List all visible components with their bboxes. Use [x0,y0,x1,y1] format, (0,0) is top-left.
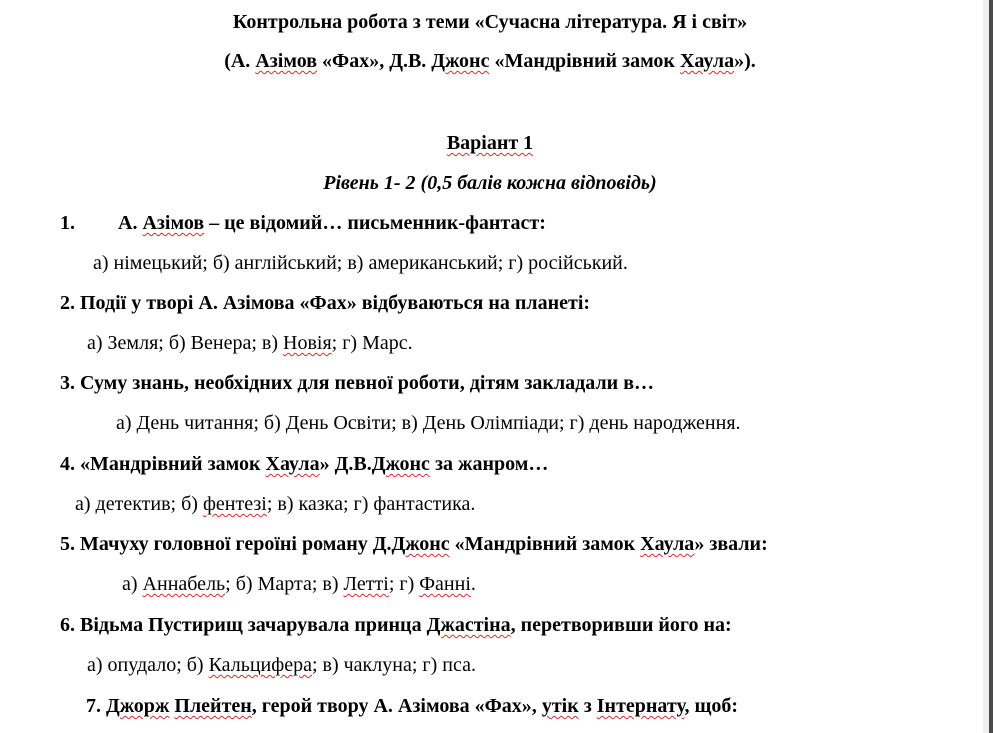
document-title-line-1 [0,10,980,34]
variant-label: Варіант 1 [446,132,534,154]
question-4 [60,452,548,476]
spellcheck-word: Фанні [419,573,471,595]
question-1-options [93,251,628,275]
question-number: 5. [60,533,75,555]
question-text: з [578,695,597,717]
question-6-options [87,653,476,677]
question-number: 7. [86,695,101,717]
question-text: » звали: [694,533,768,555]
question-text: – це відомий… письменник-фантаст: [204,212,546,234]
answer-options: а) [122,573,143,595]
spellcheck-word: Джонс [431,50,490,72]
spellcheck-word: фентезі [202,493,267,515]
answer-options: ; г) Марс. [331,332,413,354]
question-text: , герой твору А. Азімова «Фах», [251,695,542,717]
question-text: «Мандрівний замок [75,453,266,475]
spellcheck-word: Летті [343,573,389,595]
window-edge [989,0,993,733]
question-text: Суму знань, необхідних для певної роботи, дітям закладали в… [75,372,655,394]
title-text-part: «Фах», Д.В. [317,50,432,72]
title-text-part: «Мандрівний замок [489,50,680,72]
spellcheck-word: Новія [283,332,332,354]
question-number: 4. [60,453,75,475]
spellcheck-word: Хаула [640,533,695,555]
answer-options: . [470,573,476,595]
spellcheck-word: Джонс [371,453,430,475]
spellcheck-word: Азімов [142,212,205,234]
question-text: , щоб: [684,695,739,717]
answer-options: ; в) казка; г) фантастика. [266,493,476,515]
question-text: А. [118,212,143,234]
title-text-part: Контрольна робота з теми «Сучасна література [232,11,663,33]
variant-heading [0,131,980,155]
answer-options: а) німецький; б) англійський; в) американський; г) російський. [93,252,628,274]
question-2 [60,291,590,315]
answer-options: а) День читання; б) День Освіти; в) День Олімпіади; г) день народження. [116,412,741,434]
question-text: , перетворивши його на: [510,614,732,636]
document-title-line-2 [0,49,980,73]
question-number: 1. [60,212,75,234]
spellcheck-word: утік [541,695,579,717]
answer-options: а) Земля; б) Венера; в) [87,332,283,354]
spellcheck-word: Хаула [265,453,320,475]
spellcheck-word: Джорж [106,695,170,717]
level-heading [0,171,980,195]
answer-options: а) опудало; б) [87,654,209,676]
question-1 [60,211,546,235]
question-text: Мачуху головної героїні роману Д. [75,533,392,555]
spellcheck-word: Інтернату [596,695,685,717]
question-5 [60,532,768,556]
answer-options: ; в) чаклуна; г) пса. [311,654,476,676]
question-text: «Мандрівний замок [449,533,641,555]
title-text-part: (А. [224,50,256,72]
question-6 [60,613,732,637]
question-text: за жанром… [429,453,549,475]
title-text-part: . Я і світ» [662,11,748,33]
spellcheck-word: Джастіна [426,614,511,636]
spellcheck-word: Хаула [679,50,735,72]
level-label: Рівень 1- 2 (0,5 балів кожна відповідь) [323,172,657,194]
question-3-options [116,411,741,435]
question-5-options [122,572,476,596]
question-4-options [75,492,475,516]
question-text: Події у творі А. Азімова «Фах» відбуваються на планеті: [75,292,591,314]
question-7 [86,694,738,718]
answer-options: ; г) [388,573,420,595]
question-number: 6. [60,614,75,636]
question-number: 2. [60,292,75,314]
question-2-options [87,331,413,355]
question-number: 3. [60,372,75,394]
answer-options: ; б) Марта; в) [225,573,344,595]
spellcheck-word: Плейтен [174,695,252,717]
question-text: » Д.В. [319,453,372,475]
spellcheck-word: Джонс [391,533,450,555]
spellcheck-word: Аннабель [142,573,226,595]
question-text: Відьма Пустирищ зачарувала принца [75,614,427,636]
spellcheck-word: Кальцифера [208,654,312,676]
question-3 [60,371,654,395]
title-text-part: »). [734,50,756,72]
spellcheck-word: Азімов [255,50,318,72]
answer-options: а) детектив; б) [75,493,203,515]
